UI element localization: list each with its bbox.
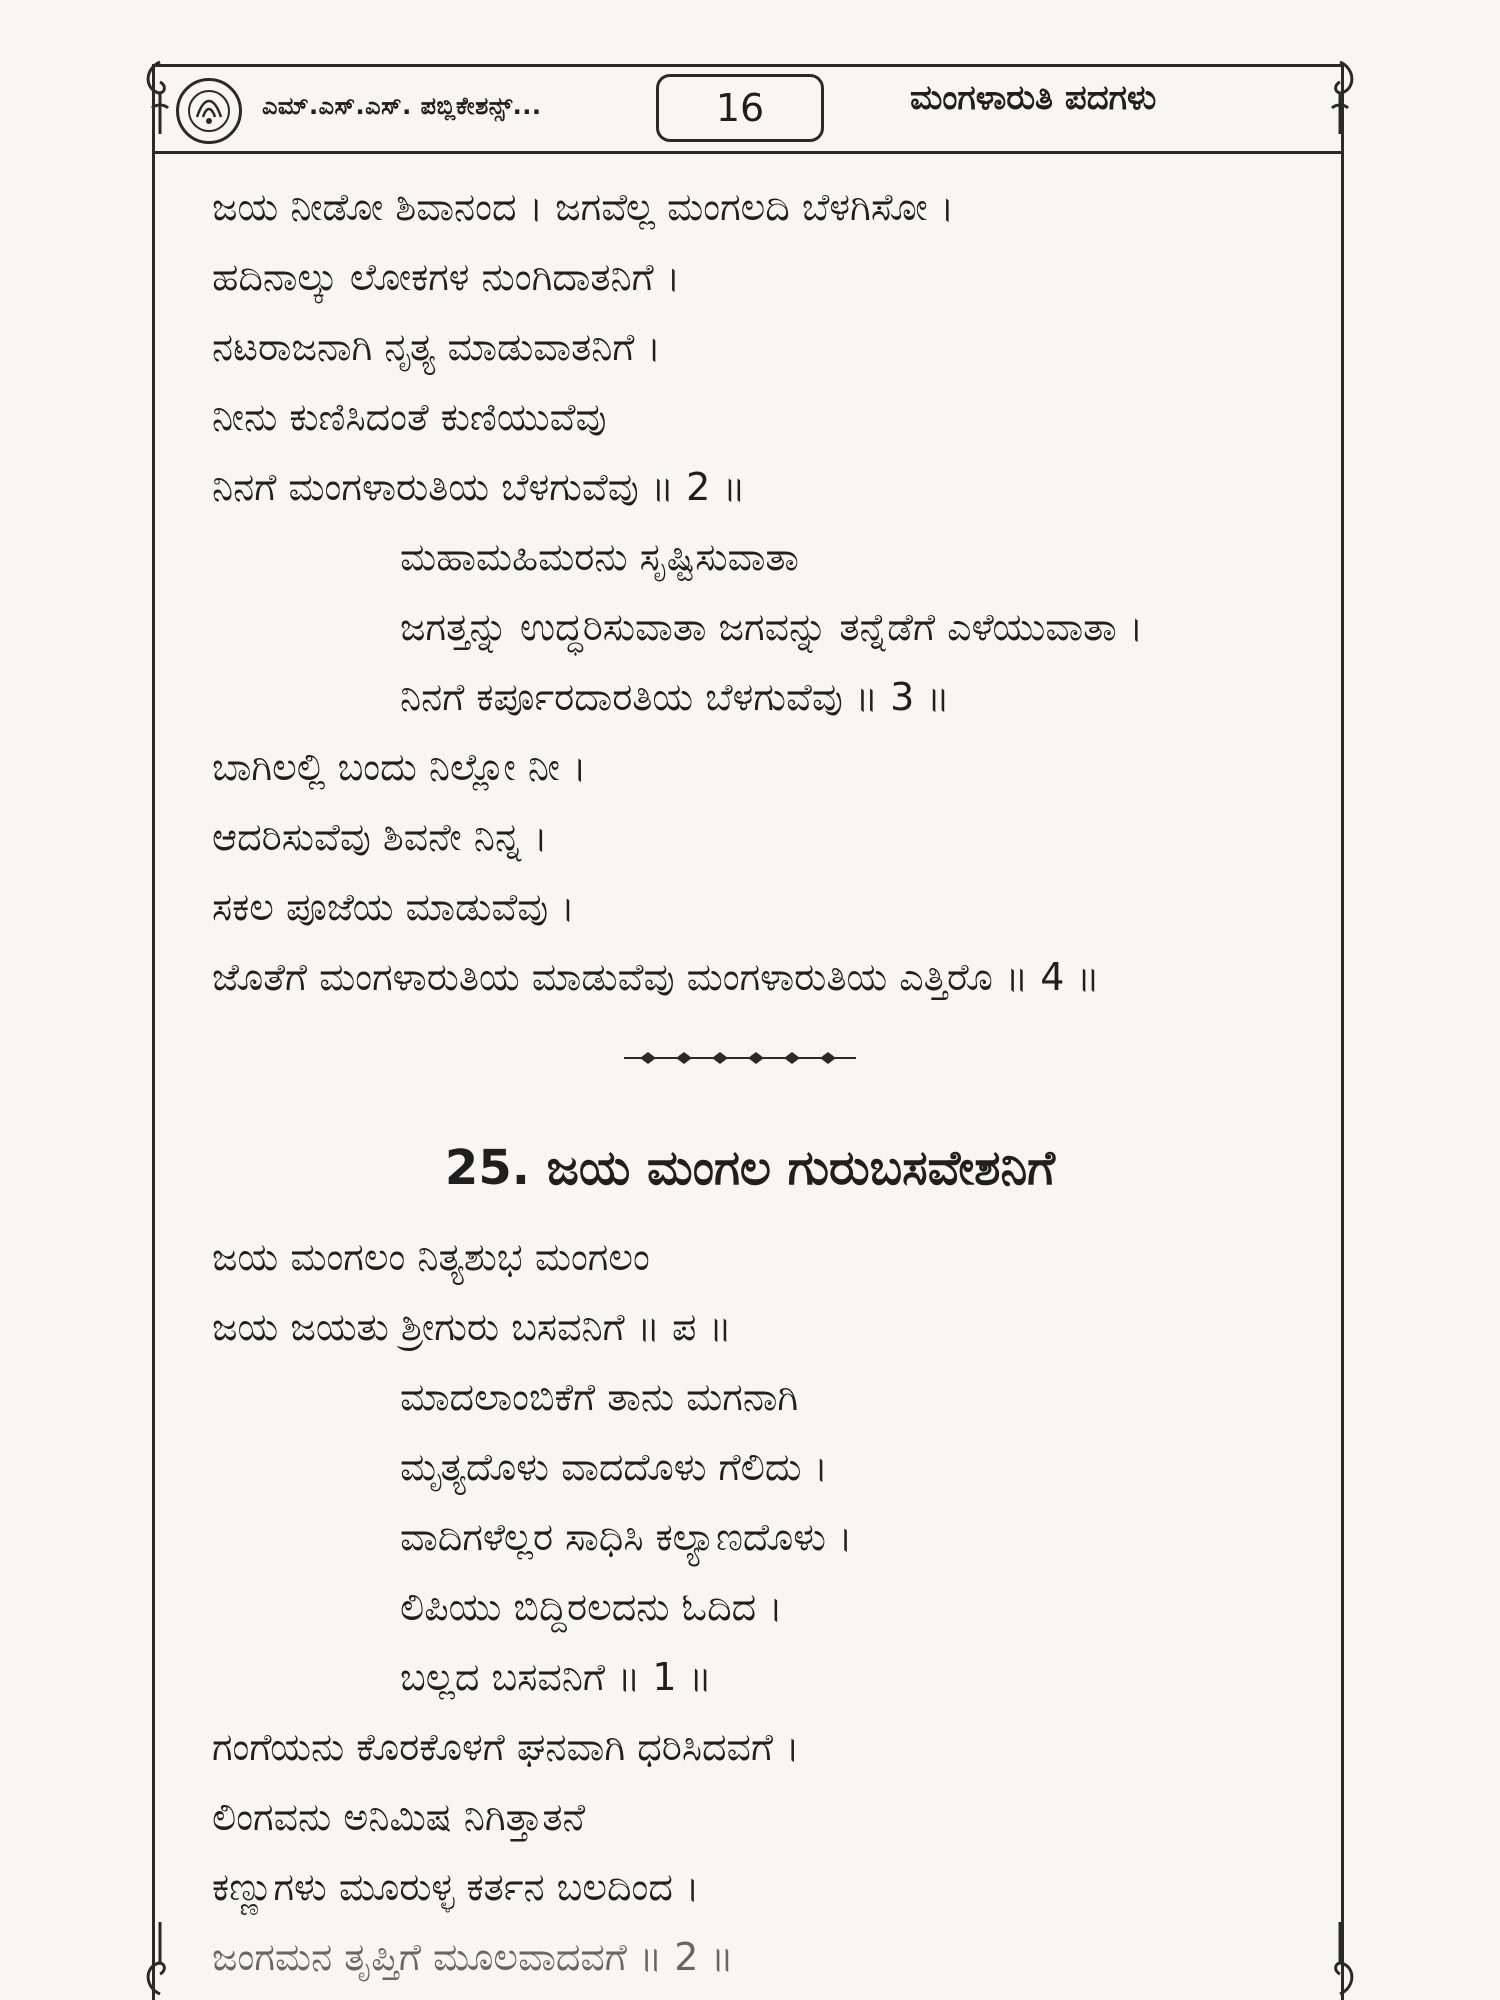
corner-ornament-icon [138,58,182,138]
verse-line: ಲಿಂಗವನು ಅನಿಮಿಷ ನಿಗಿತ್ತಾತನೆ [212,1795,586,1839]
section-heading [0,1140,1500,1197]
running-title: ಮಂಗಳಾರುತಿ ಪದಗಳು [910,78,1157,118]
verse-line: ಬಾಗಿಲಲ್ಲಿ ಬಂದು ನಿಲ್ಲೋ ನೀ । [212,745,587,789]
verse-line: ಸಕಲ ಪೂಜೆಯ ಮಾಡುವೆವು । [212,885,575,929]
verse-line: ಜಯ ಮಂಗಲಂ ನಿತ್ಯಶುಭ ಮಂಗಲಂ [212,1235,650,1279]
section-title-text: ಜಯ ಮಂಗಲ ಗುರುಬಸವೇಶನಿಗೆ [546,1140,1056,1196]
verse-line: ಕಣ್ಣುಗಳು ಮೂರುಳ್ಳ ಕರ್ತನ ಬಲದಿಂದ । [212,1865,700,1909]
section-number: 25. [444,1140,530,1196]
section-divider-ornament-icon [620,1048,860,1068]
page-number: 16 [656,74,824,142]
verse-line: ನಿನಗೆ ಮಂಗಳಾರುತಿಯ ಬೆಳಗುವೆವು ॥ 2 ॥ [212,465,746,509]
verse-line: ಜಂಗಮನ ತೃಪ್ತಿಗೆ ಮೂಲವಾದವಗೆ ॥ 2 ॥ [212,1935,734,1979]
verse-line: ನಟರಾಜನಾಗಿ ನೃತ್ಯ ಮಾಡುವಾತನಿಗೆ । [212,325,661,369]
corner-ornament-icon [138,1918,182,1998]
verse-line: ನೀನು ಕುಣಿಸಿದಂತೆ ಕುಣಿಯುವೆವು [212,395,607,439]
verse-line: ಮಾದಲಾಂಬಿಕೆಗೆ ತಾನು ಮಗನಾಗಿ [400,1375,799,1419]
verse-line: ಆದರಿಸುವೆವು ಶಿವನೇ ನಿನ್ನ । [212,815,548,859]
publisher-name: ಎಮ್.ಎಸ್.ಎಸ್. ಪಬ್ಲಿಕೇಶನ್ಸ್... [262,92,542,120]
corner-ornament-icon [1318,1918,1362,1998]
verse-line: ಹದಿನಾಲ್ಕು ಲೋಕಗಳ ನುಂಗಿದಾತನಿಗೆ । [212,255,681,299]
verse-line: ಲಿಪಿಯು ಬಿದ್ದಿರಲದನು ಓದಿದ । [400,1585,783,1629]
verse-line: ಜಯ ಜಯತು ಶ್ರೀಗುರು ಬಸವನಿಗೆ ॥ ಪ ॥ [212,1305,732,1349]
verse-line: ಮೃತ್ಯದೊಳು ವಾದದೊಳು ಗೆಲಿದು । [400,1445,828,1489]
publisher-emblem-icon [176,78,242,144]
verse-line: ಜಗತ್ತನ್ನು ಉದ್ಧರಿಸುವಾತಾ ಜಗವನ್ನು ತನ್ನೆಡೆಗೆ ಎಳೆಯುವಾತಾ । [400,605,1144,649]
verse-line: ಗಂಗೆಯನು ಕೊರಕೊಳಗೆ ಘನವಾಗಿ ಧರಿಸಿದವಗೆ । [212,1725,800,1769]
verse-line: ನಿನಗೆ ಕರ್ಪೂರದಾರತಿಯ ಬೆಳಗುವೆವು ॥ 3 ॥ [400,675,950,719]
verse-line: ಬಲ್ಲದ ಬಸವನಿಗೆ ॥ 1 ॥ [400,1655,712,1699]
corner-ornament-icon [1318,58,1362,138]
verse-line: ಜೊತೆಗೆ ಮಂಗಳಾರುತಿಯ ಮಾಡುವೆವು ಮಂಗಳಾರುತಿಯ ಎತ್ತಿರೊ ॥ 4 ॥ [212,955,1100,999]
verse-line: ವಾದಿಗಳೆಲ್ಲರ ಸಾಧಿಸಿ ಕಲ್ಯಾಣದೊಳು । [400,1515,853,1559]
verse-line: ಮಹಾಮಹಿಮರನು ಸೃಷ್ಟಿಸುವಾತಾ [400,535,799,579]
verse-line: ಜಯ ನೀಡೋ ಶಿವಾನಂದ । ಜಗವೆಲ್ಲ ಮಂಗಲದಿ ಬೆಳಗಿಸೋ । [212,185,955,229]
